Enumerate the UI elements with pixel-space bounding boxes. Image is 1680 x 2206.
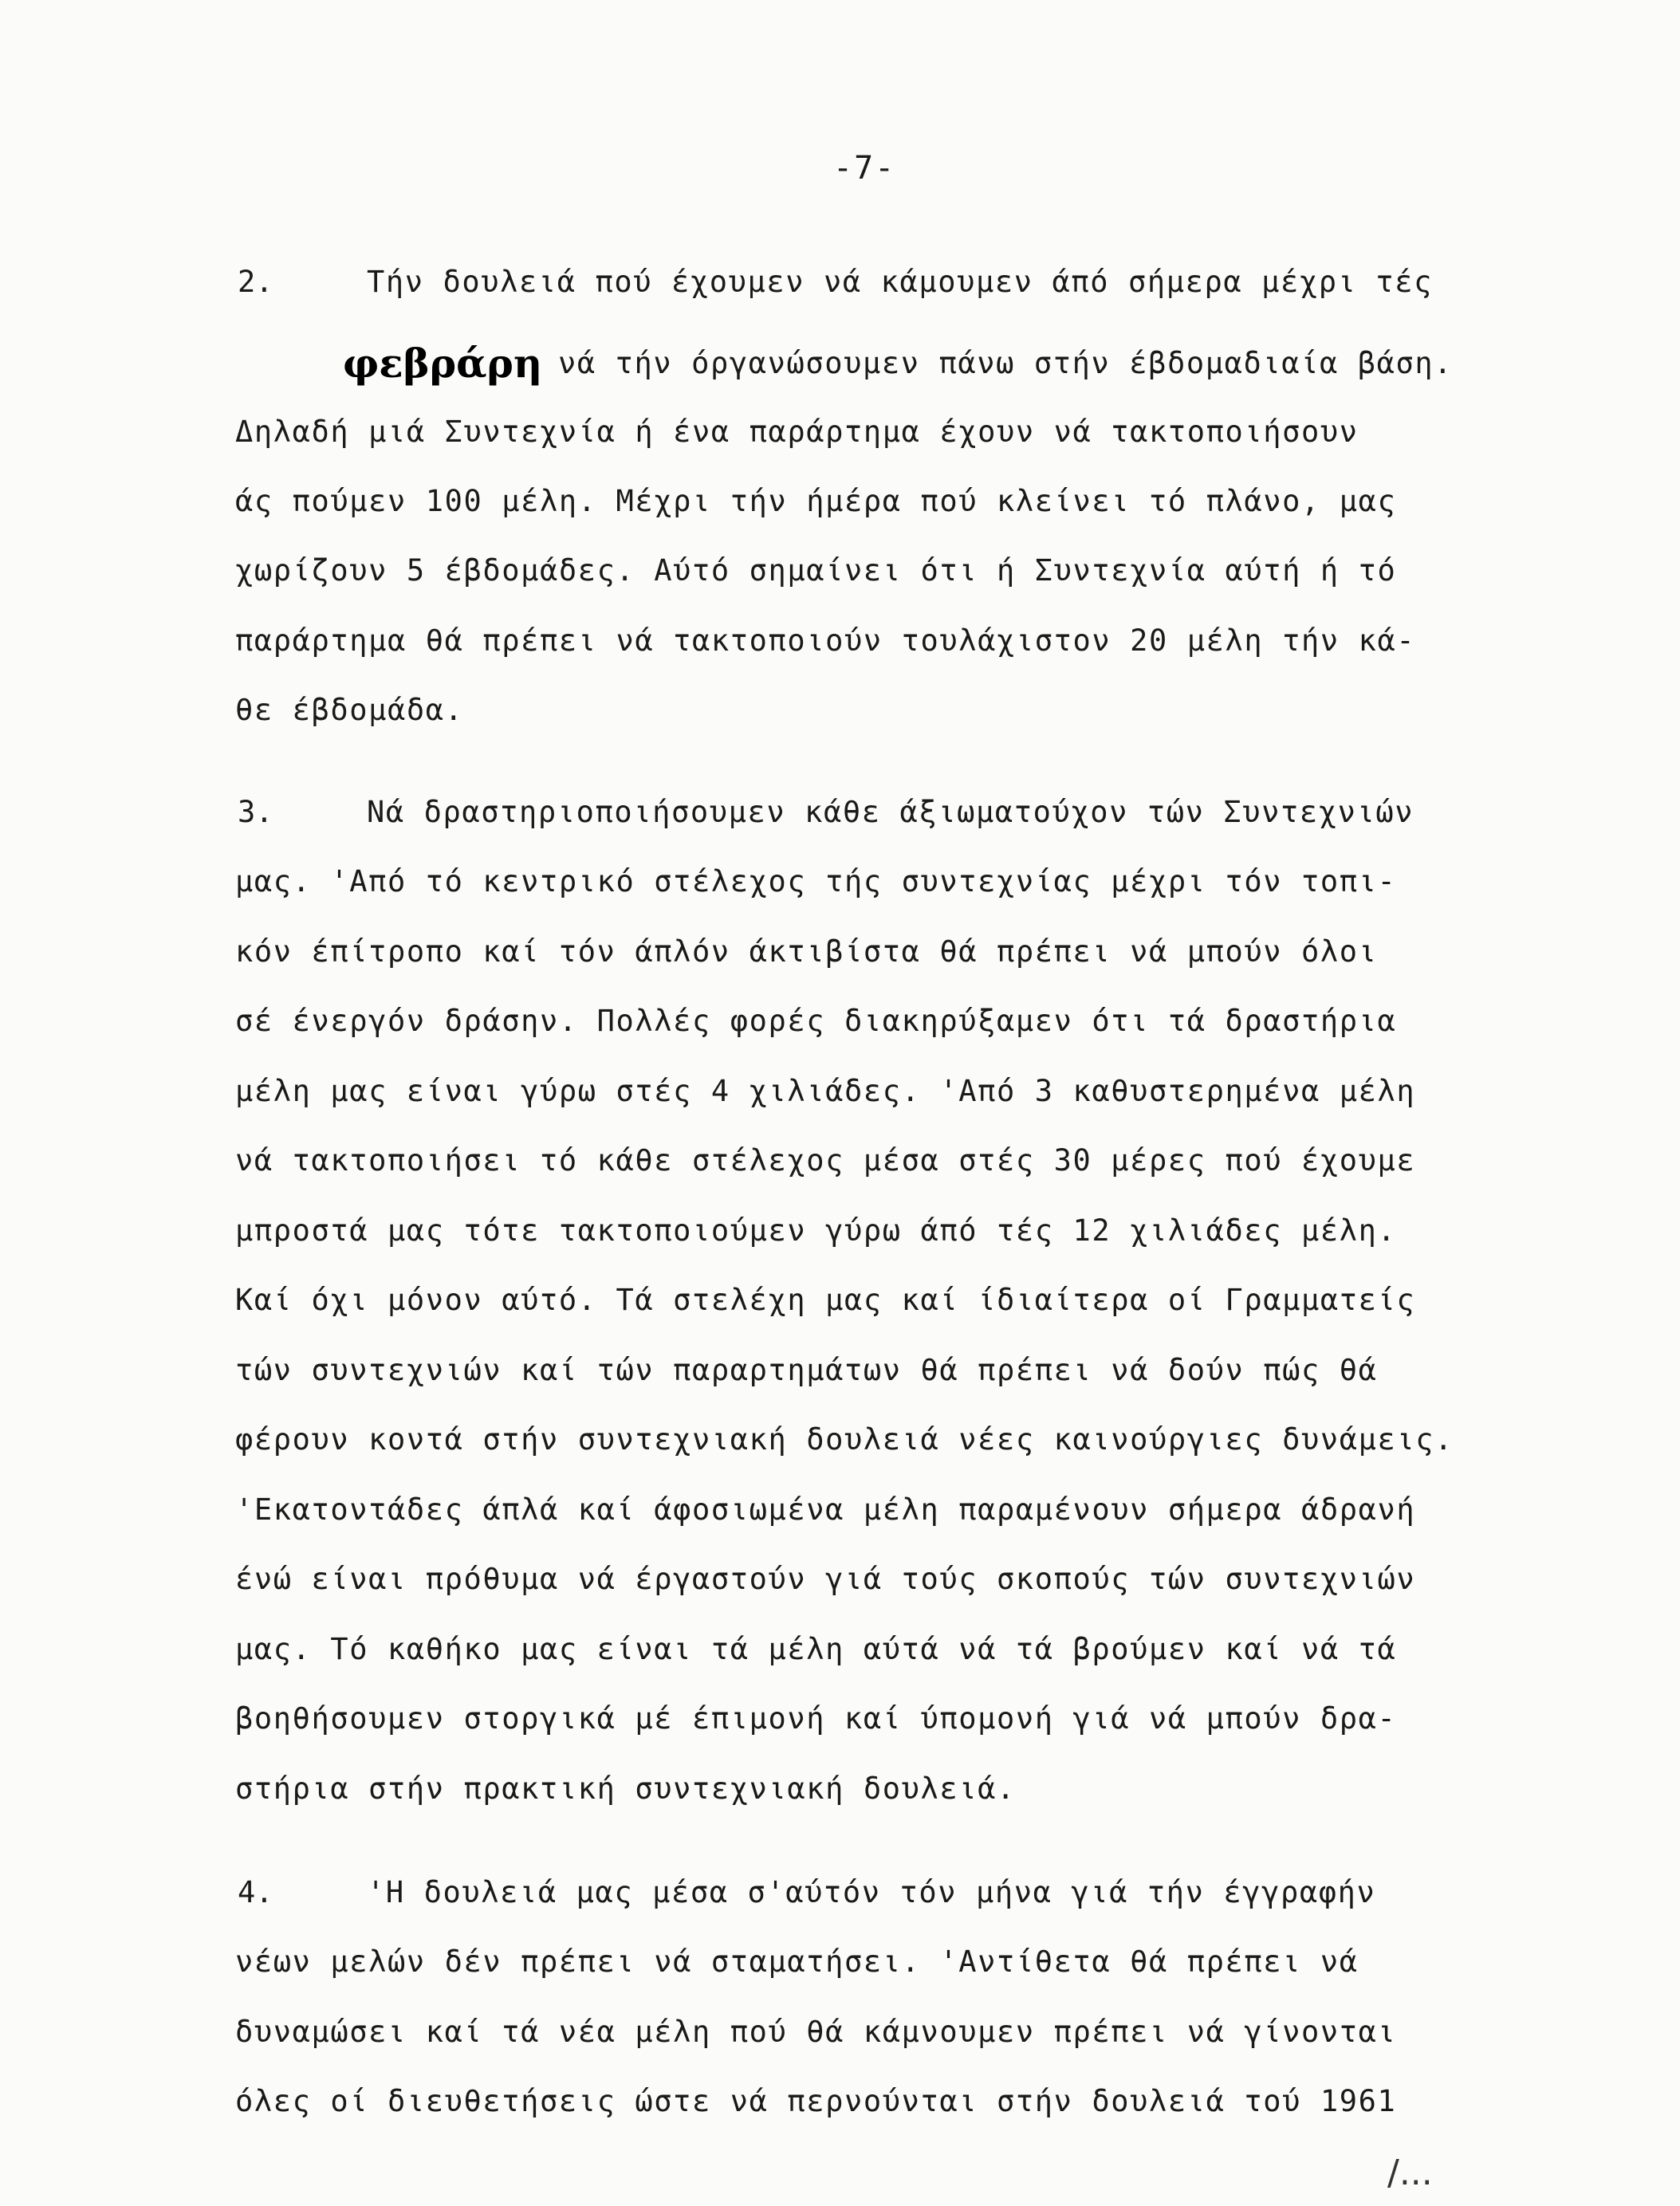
paragraph-line: Δηλαδή μιά Συντεχνία ή ένα παράρτημα έχουν νά τακτοποιήσουν (235, 415, 1359, 449)
paragraph-line: θε έβδομάδα. (235, 693, 464, 727)
page-number: -7- (833, 150, 896, 187)
paragraph-line: μας. Τό καθήκο μας είναι τά μέλη αύτά νά τά βρούμεν καί νά τά (235, 1632, 1397, 1666)
paragraph-line: νά τήν όργανώσουμεν πάνω στήν έβδομαδιαία βάση. (558, 346, 1454, 380)
paragraph-line: μπροστά μας τότε τακτοποιούμεν γύρω άπό τές 12 χιλιάδες μέλη. (235, 1213, 1397, 1248)
paragraph-line: παράρτημα θά πρέπει νά τακτοποιούν τουλάχιστον 20 μέλη τήν κά- (235, 623, 1416, 658)
paragraph-line: βοηθήσουμεν στοργικά μέ έπιμονή καί ύπομονή γιά νά μπούν δρα- (235, 1701, 1397, 1736)
paragraph-line: στήρια στήν πρακτική συντεχνιακή δουλειά. (235, 1771, 1016, 1806)
paragraph-first-line: Τήν δουλειά πού έχουμεν νά κάμουμεν άπό σήμερα μέχρι τές (367, 265, 1434, 299)
paragraph-line: Καί όχι μόνον αύτό. Τά στελέχη μας καί ίδιαίτερα οί Γραμματείς (235, 1283, 1416, 1317)
paragraph-line: 'Εκατοντάδες άπλά καί άφοσιωμένα μέλη παραμένουν σήμερα άδρανή (235, 1492, 1416, 1527)
paragraph-line: τών συντεχνιών καί τών παραρτημάτων θά πρέπει νά δούν πώς θά (235, 1353, 1378, 1387)
paragraph-first-line: 'Η δουλειά μας μέσα σ'αύτόν τόν μήνα γιά τήν έγγραφήν (367, 1875, 1376, 1909)
paragraph-line: νέων μελών δέν πρέπει νά σταματήσει. 'Αντίθετα θά πρέπει νά (235, 1945, 1359, 1979)
paragraph-line: άς πούμεν 100 μέλη. Μέχρι τήν ήμέρα πού κλείνει τό πλάνο, μας (235, 484, 1397, 518)
paragraph-first-line: Νά δραστηριοποιήσουμεν κάθε άξιωματούχον τών Συντεχνιών (367, 795, 1414, 829)
paragraph-line: ένώ είναι πρόθυμα νά έργαστούν γιά τούς σκοπούς τών συντεχνιών (235, 1562, 1416, 1596)
continuation-mark: /... (1387, 2153, 1433, 2193)
paragraph-number: 2. (238, 265, 273, 299)
paragraph-number: 4. (238, 1875, 273, 1909)
handwritten-word: φεβράρη (343, 340, 543, 387)
paragraph-line: κόν έπίτροπο καί τόν άπλόν άκτιβίστα θά πρέπει νά μπούν όλοι (235, 934, 1378, 969)
paragraph-line: όλες οί διευθετήσεις ώστε νά περνούνται στήν δουλειά τού 1961 (235, 2084, 1397, 2118)
paragraph-line: μας. 'Από τό κεντρικό στέλεχος τής συντεχνίας μέχρι τόν τοπι- (235, 864, 1397, 899)
paragraph-line: νά τακτοποιήσει τό κάθε στέλεχος μέσα στές 30 μέρες πού έχουμε (235, 1143, 1416, 1178)
paragraph-line: φέρουν κοντά στήν συντεχνιακή δουλειά νέες καινούργιες δυνάμεις. (235, 1422, 1454, 1457)
paragraph-line: χωρίζουν 5 έβδομάδες. Αύτό σημαίνει ότι ή Συντεχνία αύτή ή τό (235, 553, 1397, 588)
paragraph-line: σέ ένεργόν δράσην. Πολλές φορές διακηρύξαμεν ότι τά δραστήρια (235, 1004, 1397, 1038)
paragraph-line: δυναμώσει καί τά νέα μέλη πού θά κάμνουμεν πρέπει νά γίνονται (235, 2015, 1397, 2049)
paragraph-line: μέλη μας είναι γύρω στές 4 χιλιάδες. 'Από 3 καθυστερημένα μέλη (235, 1074, 1416, 1108)
paragraph-number: 3. (238, 795, 273, 829)
